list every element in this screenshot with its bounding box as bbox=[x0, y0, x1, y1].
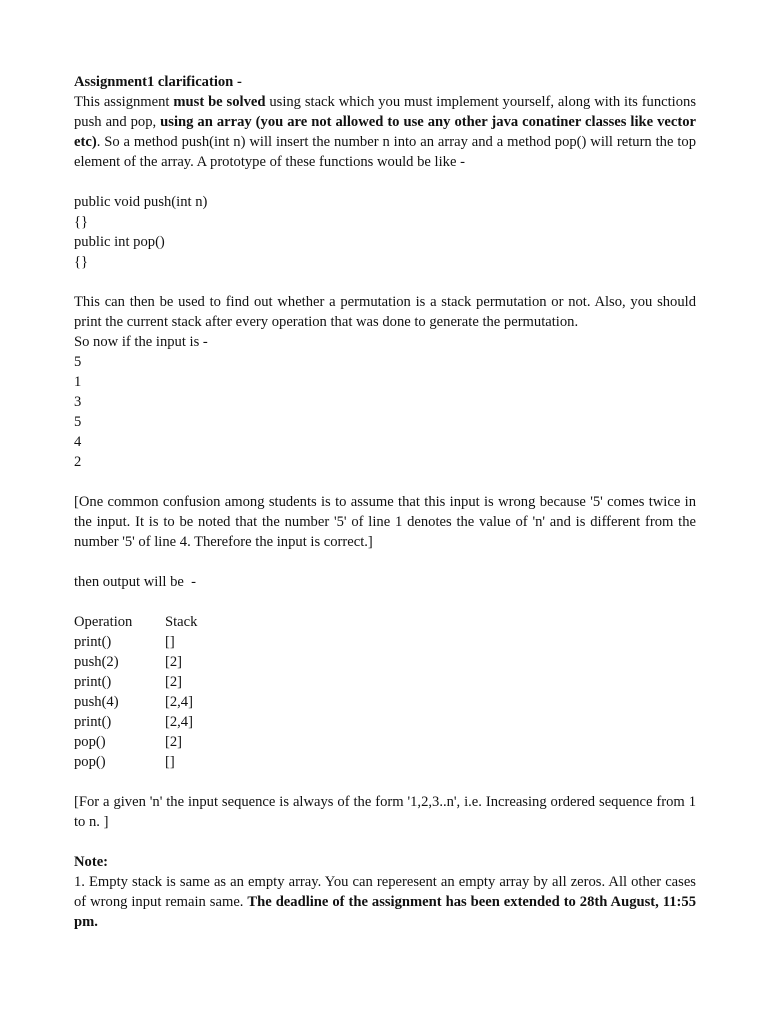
stack-cell: [2,4] bbox=[165, 694, 193, 710]
column-header-operation: Operation bbox=[74, 614, 133, 630]
sequence-note: [For a given 'n' the input sequence is always of the form '1,2,3..n', i.e. Increasing ordered sequence from 1 to n. ] bbox=[74, 794, 696, 830]
table-row bbox=[74, 652, 197, 672]
stack-cell: [] bbox=[165, 634, 175, 650]
operation-cell: pop() bbox=[74, 754, 106, 770]
operation-cell: push(4) bbox=[74, 694, 119, 710]
document-page bbox=[74, 72, 696, 932]
document-title: Assignment1 clarification - bbox=[74, 74, 242, 90]
operation-cell: pop() bbox=[74, 734, 106, 750]
input-intro: So now if the input is - bbox=[74, 334, 208, 350]
confusion-note: [One common confusion among students is to assume that this input is wrong because '5' comes twice in the input. It is to be noted that the number '5' of line 1 denotes the value of 'n' and is different from the number '5' of line 4. Therefore the input is correct.] bbox=[74, 494, 696, 550]
stack-cell: [2,4] bbox=[165, 714, 193, 730]
table-row bbox=[74, 632, 197, 652]
input-line: 4 bbox=[74, 434, 82, 450]
prototype-code bbox=[74, 192, 696, 272]
operations-table bbox=[74, 612, 197, 772]
intro-paragraph: This assignment must be solved using stack which you must implement yourself, along with its functions push and pop, using an array (you are not allowed to use any other java conatiner classes like vector etc). So a method push(int n) will insert the number n into an array and a method pop() will return the top element of the array. A prototype of these functions would be like - bbox=[74, 94, 697, 170]
input-line: 1 bbox=[74, 374, 82, 390]
code-line: public int pop() bbox=[74, 234, 165, 250]
code-line: public void push(int n) bbox=[74, 194, 208, 210]
column-header-stack: Stack bbox=[165, 614, 198, 630]
stack-cell: [2] bbox=[165, 734, 183, 750]
table-row bbox=[74, 752, 197, 772]
note-paragraph: 1. Empty stack is same as an empty array. You can reperesent an empty array by all zeros. All other cases of wrong input remain same. The deadline of the assignment has been extended to 28th August, 11:55 pm. bbox=[74, 874, 696, 930]
stack-cell: [2] bbox=[165, 674, 183, 690]
table-row bbox=[74, 712, 197, 732]
note-heading: Note: bbox=[74, 854, 109, 870]
deadline-text: The deadline of the assignment has been extended to 28th August, 11:55 pm. bbox=[74, 894, 696, 930]
table-row bbox=[74, 692, 197, 712]
code-line: {} bbox=[74, 214, 89, 230]
stack-cell: [] bbox=[165, 754, 175, 770]
stack-cell: [2] bbox=[165, 654, 183, 670]
input-sample bbox=[74, 352, 696, 472]
input-line: 5 bbox=[74, 354, 82, 370]
table-row bbox=[74, 732, 197, 752]
code-line: {} bbox=[74, 254, 89, 270]
usage-paragraph: This can then be used to find out whether a permutation is a stack permutation or not. Also, you should print the current stack after every operation that was done to generate the permutation. bbox=[74, 294, 696, 330]
table-row bbox=[74, 672, 197, 692]
output-intro: then output will be - bbox=[74, 574, 197, 590]
operation-cell: print() bbox=[74, 634, 112, 650]
input-line: 2 bbox=[74, 454, 82, 470]
operation-cell: push(2) bbox=[74, 654, 119, 670]
input-line: 3 bbox=[74, 394, 82, 410]
input-line: 5 bbox=[74, 414, 82, 430]
operation-cell: print() bbox=[74, 674, 112, 690]
operation-cell: print() bbox=[74, 714, 112, 730]
table-header-row bbox=[74, 612, 197, 632]
